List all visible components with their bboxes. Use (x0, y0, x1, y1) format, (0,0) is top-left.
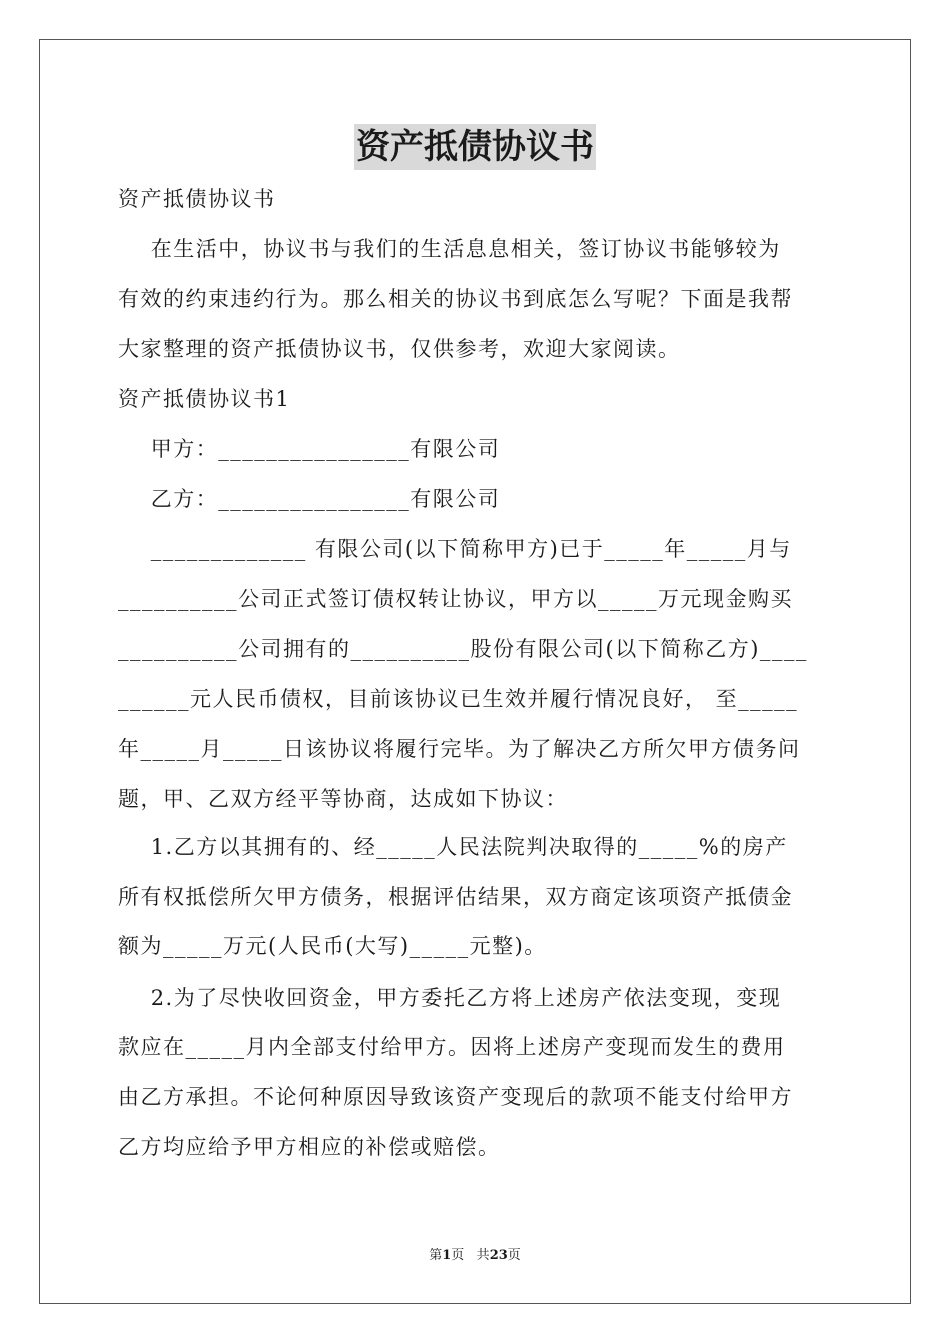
page-current: 1 (442, 1248, 452, 1263)
text-line: 2.为了尽快收回资金，甲方委托乙方将上述房产依法变现，变现 (118, 986, 782, 1010)
text-line: 额为_____万元(人民币(大写)_____元整)。 (118, 934, 547, 958)
total-pages: 23 (489, 1248, 508, 1263)
text-line: 由乙方承担。不论何种原因导致该资产变现后的款项不能支付给甲方 (118, 1085, 793, 1109)
text-line: __________公司正式签订债权转让协议，甲方以_____万元现金购买 (118, 587, 793, 611)
text-line: 乙方均应给予甲方相应的补偿或赔偿。 (118, 1135, 501, 1159)
total-prefix: 共 (476, 1248, 490, 1263)
text-line: __________公司拥有的__________股份有限公司(以下简称乙方)____ (118, 637, 808, 661)
text-line: 大家整理的资产抵债协议书，仅供参考，欢迎大家阅读。 (118, 337, 681, 361)
page-prefix: 第 (429, 1248, 443, 1263)
page-footer (0, 1247, 950, 1265)
title-wrap (0, 124, 950, 170)
document-title: 资产抵债协议书 (354, 124, 596, 170)
text-line: 乙方：________________有限公司 (118, 487, 501, 511)
text-line: 在生活中，协议书与我们的生活息息相关，签订协议书能够较为 (118, 237, 781, 261)
page-border (39, 39, 911, 1304)
text-line: 有效的约束违约行为。那么相关的协议书到底怎么写呢？下面是我帮 (118, 287, 793, 311)
section-heading: 资产抵债协议书1 (118, 387, 291, 411)
text-line: 资产抵债协议书 (118, 187, 276, 211)
text-line: 所有权抵偿所欠甲方债务，根据评估结果，双方商定该项资产抵债金 (118, 885, 793, 909)
text-line: 甲方：________________有限公司 (118, 437, 501, 461)
text-line: ______元人民币债权，目前该协议已生效并履行情况良好， 至_____ (118, 687, 799, 711)
text-line: 1.乙方以其拥有的、经_____人民法院判决取得的_____%的房产 (118, 835, 788, 859)
text-line: 款应在_____月内全部支付给甲方。因将上述房产变现而发生的费用 (118, 1035, 786, 1059)
text-line: 题，甲、乙双方经平等协商，达成如下协议： (118, 787, 568, 811)
page-suffix: 页 (451, 1248, 465, 1263)
text-line: _____________ 有限公司(以下简称甲方)已于_____年_____月与 (118, 537, 792, 561)
total-suffix: 页 (507, 1248, 521, 1263)
text-line: 年_____月_____日该协议将履行完毕。为了解决乙方所欠甲方债务问 (118, 737, 801, 761)
